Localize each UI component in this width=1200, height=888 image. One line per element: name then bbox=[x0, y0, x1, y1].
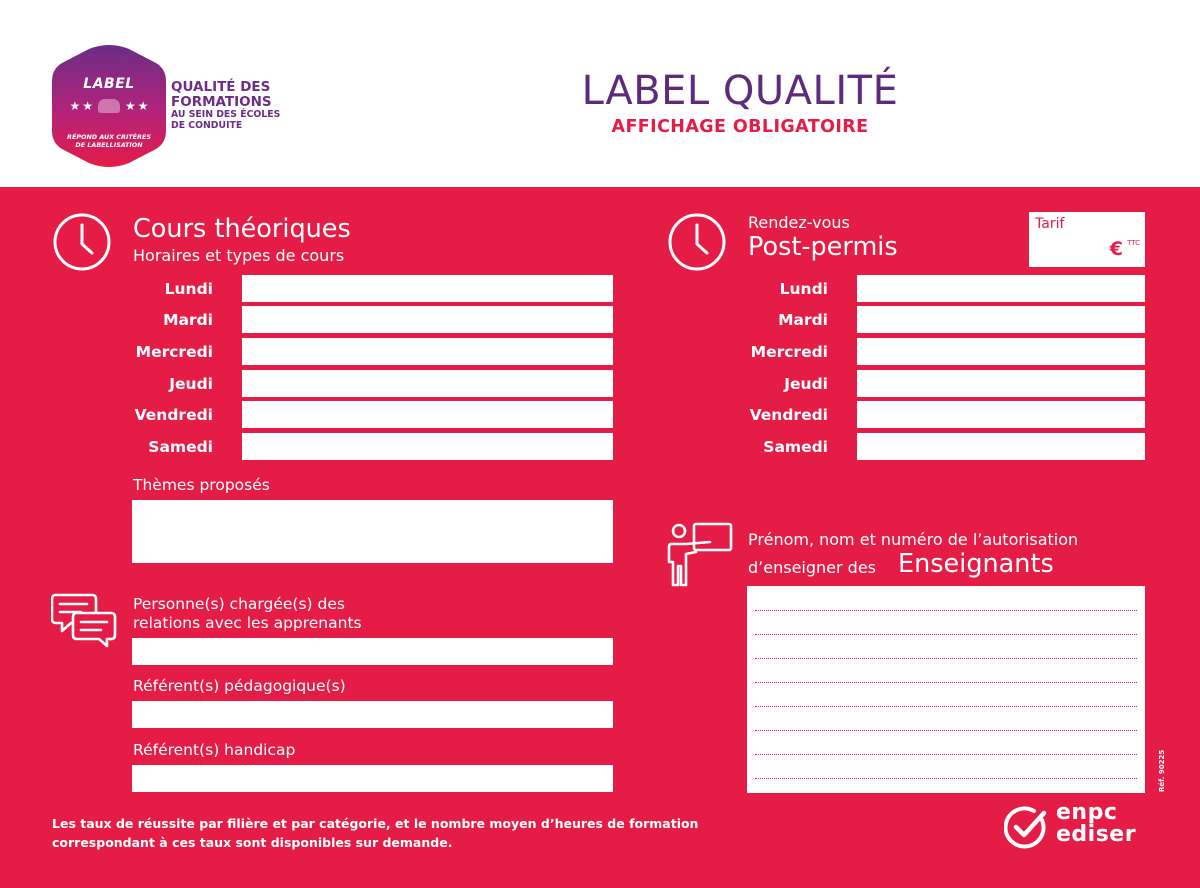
star-icon: ★ bbox=[69, 99, 81, 113]
page-title: LABEL QUALITÉ bbox=[581, 68, 899, 114]
day-label: Lundi bbox=[164, 280, 213, 298]
ttc-label: TTC bbox=[1127, 239, 1140, 247]
postpermis-lundi-field[interactable] bbox=[857, 275, 1145, 302]
badge-caption bbox=[171, 80, 280, 131]
referent-handicap-field[interactable] bbox=[132, 765, 613, 792]
day-label: Lundi bbox=[779, 280, 828, 298]
cours-mardi-field[interactable] bbox=[242, 306, 613, 333]
badge-caption-line: FORMATIONS bbox=[171, 94, 272, 110]
footer-note-line: correspondant à ces taux sont disponibles sur demande. bbox=[52, 835, 453, 850]
badge-tagline: RÉPOND AUX CRITÈRES DE LABELLISATION bbox=[67, 133, 151, 149]
cours-samedi-field[interactable] bbox=[242, 433, 613, 460]
day-label: Vendredi bbox=[134, 406, 213, 424]
star-icon: ★ bbox=[137, 99, 149, 113]
badge-caption-line: DE CONDUITE bbox=[171, 119, 243, 131]
postpermis-pretitle: Rendez-vous bbox=[748, 213, 850, 232]
day-label: Samedi bbox=[148, 438, 213, 456]
postpermis-mercredi-field[interactable] bbox=[857, 338, 1145, 365]
cours-lundi-field[interactable] bbox=[242, 275, 613, 302]
postpermis-samedi-field[interactable] bbox=[857, 433, 1145, 460]
postpermis-vendredi-field[interactable] bbox=[857, 401, 1145, 428]
day-label: Samedi bbox=[763, 438, 828, 456]
badge-caption-line: QUALITÉ DES bbox=[171, 79, 271, 95]
entry-line bbox=[755, 634, 1137, 635]
day-label: Vendredi bbox=[749, 406, 828, 424]
car-icon bbox=[98, 99, 120, 113]
tarif-label: Tarif bbox=[1035, 216, 1065, 232]
tarif-field[interactable] bbox=[1029, 212, 1145, 267]
enseignants-label-prefix: d’enseigner des bbox=[748, 558, 876, 577]
badge-stars bbox=[52, 99, 166, 113]
logo-line: ediser bbox=[1056, 822, 1137, 847]
enseignants-title: Enseignants bbox=[898, 549, 1054, 579]
logo-line: enpc bbox=[1056, 800, 1118, 825]
day-label: Mercredi bbox=[750, 343, 828, 361]
check-circle-icon bbox=[1004, 806, 1048, 850]
page-subtitle: AFFICHAGE OBLIGATOIRE bbox=[611, 117, 869, 137]
reference-number: Réf. 90225 bbox=[1158, 749, 1166, 792]
chat-bubbles-icon bbox=[51, 592, 117, 648]
teacher-board-icon bbox=[666, 522, 734, 588]
cours-vendredi-field[interactable] bbox=[242, 401, 613, 428]
referent-handicap-label: Référent(s) handicap bbox=[133, 741, 296, 759]
referent-pedagogique-label: Référent(s) pédagogique(s) bbox=[133, 677, 346, 695]
postpermis-title: Post-permis bbox=[748, 232, 898, 262]
clock-icon bbox=[52, 212, 112, 272]
day-label: Mardi bbox=[163, 311, 213, 329]
entry-line bbox=[755, 754, 1137, 755]
referent-pedagogique-field[interactable] bbox=[132, 701, 613, 728]
header bbox=[0, 0, 1200, 187]
postpermis-mardi-field[interactable] bbox=[857, 306, 1145, 333]
label-badge bbox=[52, 45, 166, 167]
logo-text bbox=[1056, 802, 1136, 846]
personnes-label: relations avec les apprenants bbox=[133, 614, 362, 632]
cours-jeudi-field[interactable] bbox=[242, 370, 613, 397]
themes-label: Thèmes proposés bbox=[133, 476, 270, 494]
postpermis-jeudi-field[interactable] bbox=[857, 370, 1145, 397]
day-label: Mercredi bbox=[135, 343, 213, 361]
day-label: Mardi bbox=[778, 311, 828, 329]
enseignants-label: Prénom, nom et numéro de l’autorisation bbox=[748, 530, 1079, 549]
day-label: Jeudi bbox=[784, 375, 828, 393]
euro-symbol: € bbox=[1109, 238, 1123, 260]
cours-subtitle: Horaires et types de cours bbox=[133, 246, 345, 265]
entry-line bbox=[755, 658, 1137, 659]
cours-title: Cours théoriques bbox=[133, 214, 351, 244]
badge-label: LABEL bbox=[83, 76, 135, 92]
themes-field[interactable] bbox=[132, 500, 613, 563]
footer-note bbox=[52, 814, 698, 852]
enpc-ediser-logo bbox=[1004, 802, 1149, 852]
entry-line bbox=[755, 610, 1137, 611]
personnes-label: Personne(s) chargée(s) des bbox=[133, 595, 345, 613]
day-label: Jeudi bbox=[169, 375, 213, 393]
badge-caption-line: AU SEIN DES ÉCOLES bbox=[171, 109, 281, 120]
personnes-field[interactable] bbox=[132, 638, 613, 665]
cours-mercredi-field[interactable] bbox=[242, 338, 613, 365]
entry-line bbox=[755, 778, 1137, 779]
entry-line bbox=[755, 730, 1137, 731]
clock-icon bbox=[667, 212, 727, 272]
footer-note-line: Les taux de réussite par filière et par catégorie, et le nombre moyen d’heures de formation bbox=[52, 816, 699, 831]
entry-line bbox=[755, 682, 1137, 683]
star-icon: ★ bbox=[82, 99, 93, 113]
entry-line bbox=[755, 706, 1137, 707]
enseignants-field[interactable] bbox=[747, 586, 1145, 793]
star-icon: ★ bbox=[125, 99, 136, 113]
